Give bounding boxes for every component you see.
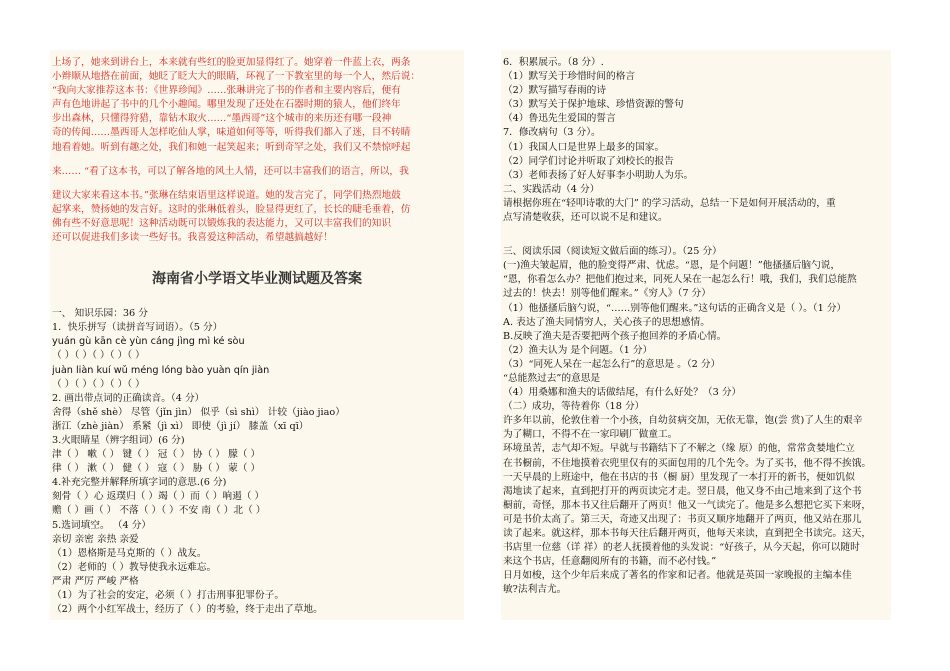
story-line: 佛有些不好意思呢！这种活动既可以锻炼我的表达能力，又可以丰富我们的知识 xyxy=(52,217,392,229)
question-heading: 5.选词填空。 （4 分） xyxy=(52,519,152,531)
story-line: 步出森林，只懂得狩猎，靠钻木取火……“墨西哥”这个城市的来历还有哪一段神 xyxy=(52,113,392,125)
list-item: （2）同学们讨论并听取了刘校长的报告 xyxy=(503,155,674,167)
right-page xyxy=(473,0,950,671)
reading-choice-row: 舍得（shě shè） 尽管（jǐn jìn） 似乎（sì shì） 计较（jiào jiao） xyxy=(52,406,345,418)
reading-line: 可是书价太高了。第三天，奇迹又出现了：书页又顺序地翻开了两页，他又站在那儿 xyxy=(503,513,862,525)
question-heading: 6．积累展示。（8 分）. xyxy=(503,57,604,68)
question-heading: 7．修改病句（3 分）。 xyxy=(503,127,601,139)
fill-sentence: （2）老师的（ ）教导使我永远难忘。 xyxy=(52,561,217,573)
reading-choice-row: 浙江（zhè jiàn） 系紧（jì xì） 即使（jì jí） 膝盖（xī qī） xyxy=(52,420,309,432)
story-line: 起掌来，赞扬她的发言好。这时的张琳低着头，脸显得更红了，长长的睫毛垂着，仿 xyxy=(52,203,411,215)
answer-blanks: （ ）（ ）（ ）（ ）（ ） xyxy=(52,378,145,390)
story-line: 地看着她。听到有趣之处，我们和她一起笑起来；听到奇罕之处，我们又不禁惊呼起 xyxy=(52,141,411,153)
word-choices: 亲切 亲密 亲热 亲爱 xyxy=(52,533,139,545)
reading-line: （2）渔夫认为 是个问题。（1 分） xyxy=(503,344,653,356)
reading-line: （3）“同死人呆在一起怎么行”的意思是 。（2 分） xyxy=(503,358,721,370)
reading-line: （1）他搔搔后脑勺说，“……别等他们醒来。”这句话的正确含义是（ ）。（1 分） xyxy=(503,302,847,314)
pinyin-row: juàn liàn kuí wǔ méng lóng bào yuàn qín jiàn xyxy=(52,364,270,376)
story-paragraph xyxy=(52,56,462,245)
answer-blanks: （ ）（ ）（ ）（ ）（ ） xyxy=(52,350,145,362)
idiom-row: 赡（ ）画（ ） 不落（ ）（ ）不安 南（ ）北（ ） xyxy=(52,505,266,517)
reading-line: 来这个书店，任意翻阅所有的书籍，而不必付钱。” xyxy=(503,556,717,568)
section-heading: 一、 知识乐园：36 分 xyxy=(52,308,148,320)
story-line: 上场了，她来到讲台上，本来就有些红的脸更加显得红了。她穿着一件蓝上衣，两条 xyxy=(52,57,411,68)
section-heading: 三、阅读乐园（阅读短文做后面的练习）。（25 分） xyxy=(503,246,722,258)
question-heading: 3.火眼睛星（辨字组词）(6 分) xyxy=(52,434,185,446)
reading-line: 为了糊口，不得不在一家印刷厂做童工。 xyxy=(503,429,678,441)
reading-line: 在书橱前，不住地摸着衣兜里仅有的买面包用的几个先令。为了买书，他不得不挨饿。 xyxy=(503,457,872,469)
reading-line: 读了起来。就这样，那本书每天往后翻开两页，他每天来读，直到把全书读完。这天， xyxy=(503,528,872,539)
reading-line: 橱前，奇怪，那本书又往后翻开了两页！他又一气读完了。他是多么想把它买下来呀， xyxy=(503,499,872,511)
word-group-row: 津（ ） 嗽（ ） 键（ ） 冠（ ） 协（ ） 朦（ ） xyxy=(52,449,261,461)
practice-text: 请根据你班在“轻叩诗歌的大门” 的学习活动，总结一下是如何开展活动的，重 xyxy=(503,197,836,209)
word-group-row: 律（ ） 漱（ ） 健（ ） 寇（ ） 胁（ ） 蒙（ ） xyxy=(52,463,261,475)
reading-line: “恩，你看怎么办？把他们抱过来，同死人呆在一起怎么行！哦，我们，我们总能熬 xyxy=(503,274,857,286)
right-page-content xyxy=(503,56,899,597)
story-line: 还可以促进我们多读一些好书。我喜爱这种活动，希望越搞越好！ xyxy=(52,232,333,244)
list-item: （3）默写关于保护地球、珍惜资源的警句 xyxy=(503,99,684,111)
reading-line: 书店里一位慈（详 祥）的老人抚摸着他的头发说：“好孩子，从今天起，你可以随时 xyxy=(503,542,860,554)
pinyin-row: yuán gù kān cè yùn cáng jìng mì ké sòu xyxy=(52,336,245,348)
reading-line: 敏?法利吉尤。 xyxy=(503,584,567,596)
reading-line: （4）用桑娜和渔夫的话做结尾，有什么好处？（3 分） xyxy=(503,387,742,399)
story-line: 奇的传闻……墨西哥人怎样吃仙人掌，味道如何等等，听得我们都入了迷，目不转睛 xyxy=(52,127,411,139)
word-choices: 严肃 严厉 严峻 严格 xyxy=(52,575,139,587)
reading-line: 渴地读了起来，直到把打开的两页读完才走。翌日晨，他又身不由己地来到了这个书 xyxy=(503,485,862,497)
story-line: 建议大家来看这本书。”张琳在结束语里这样说道。她的发言完了，同学们热烈地鼓 xyxy=(52,189,401,201)
story-line: 声有色地讲起了书中的几个小趣闻。哪里发现了还处在石器时期的猿人，他们终年 xyxy=(52,99,401,111)
list-item: （2）默写描写春雨的诗 xyxy=(503,85,607,97)
story-line: 小辫顺从地搭在前面，她眨了眨大大的眼睛，环视了一下教室里的每一个人，然后说： xyxy=(52,71,421,83)
fill-sentence: （1）为了社会的安定，必须（ ）打击刑事犯罪份子。 xyxy=(52,590,285,601)
reading-line: （二）成功，等待着你（18 分） xyxy=(503,401,645,413)
list-item: （3）老师表扬了好人好事李小明助人为乐。 xyxy=(503,169,694,181)
practice-text: 点写清楚收获，还可以说不足和建议。 xyxy=(503,212,668,224)
story-line: “我向大家推荐这本书：《世界珍闻》……张琳讲完了书的作者和主要内容后，便有 xyxy=(52,85,401,97)
idiom-row: 刻骨（ ）心 返璞归（ ）竭（ ）而（ ）响遏（ ） xyxy=(52,491,265,503)
left-page xyxy=(0,0,473,671)
document-title: 海南省小学语文毕业测试题及答案 xyxy=(152,271,362,288)
section-heading: 二、实践活动（4 分） xyxy=(503,183,600,195)
reading-line: (一)渔夫皱起眉，他的脸变得严肃、忧虑。“恩，是个问题！”他搔搔后脑勺说， xyxy=(503,260,841,272)
list-item: （1）我国人口是世界上最多的国家。 xyxy=(503,141,665,153)
question-heading: 2. 画出带点词的正确读音。（4 分） xyxy=(52,392,205,404)
list-item: （1）默写关于珍惜时间的格言 xyxy=(503,71,636,83)
fill-sentence: （1）恩格斯是马克斯的（ ）战友。 xyxy=(52,547,207,559)
reading-line: A. 表达了渔夫同情穷人，关心孩子的思想感情。 xyxy=(503,316,710,328)
reading-line: 日月如梭，这个少年后来成了著名的作家和记者。他就是英国一家晚报的主编本佳 xyxy=(503,570,852,582)
question-heading: 4.补充完整并解释所填字词的意思.(6 分) xyxy=(52,477,227,489)
story-line: 来…… “看了这本书，可以了解各地的风土人情，还可以丰富我们的语言，所以，我 xyxy=(52,165,409,177)
reading-line: 许多年以前，伦敦住着一个小孩，自幼贫病交加，无依无靠，饱(尝 赏)了人生的艰辛 xyxy=(503,415,863,427)
question-heading: 1．快乐拼写（读拼音写词语）。（5 分） xyxy=(52,322,223,334)
reading-line: B.反映了渔夫是否要把两个孩子抱回养的矛盾心情。 xyxy=(503,330,727,342)
left-page-content xyxy=(52,56,462,617)
reading-line: 环境虽苦，志气却不短。早就与书籍结下了不解之（缘 原）的他，常常贪婪地伫立 xyxy=(503,443,855,455)
reading-line: 过去的！快去！别等他们醒来。”《穷人》（7 分） xyxy=(503,288,711,300)
reading-line: 一天早晨的上班途中，他在书店的书（橱 厨）里发现了一本打开的新书，便如饥似 xyxy=(503,471,855,483)
list-item: （4）鲁迅先生爱国的誓言 xyxy=(503,113,616,125)
reading-line: “总能熬过去”的意思是 xyxy=(503,372,601,384)
fill-sentence: （2）两个小红军战士，经历了（ ）的考验，终于走出了草地。 xyxy=(52,604,323,616)
